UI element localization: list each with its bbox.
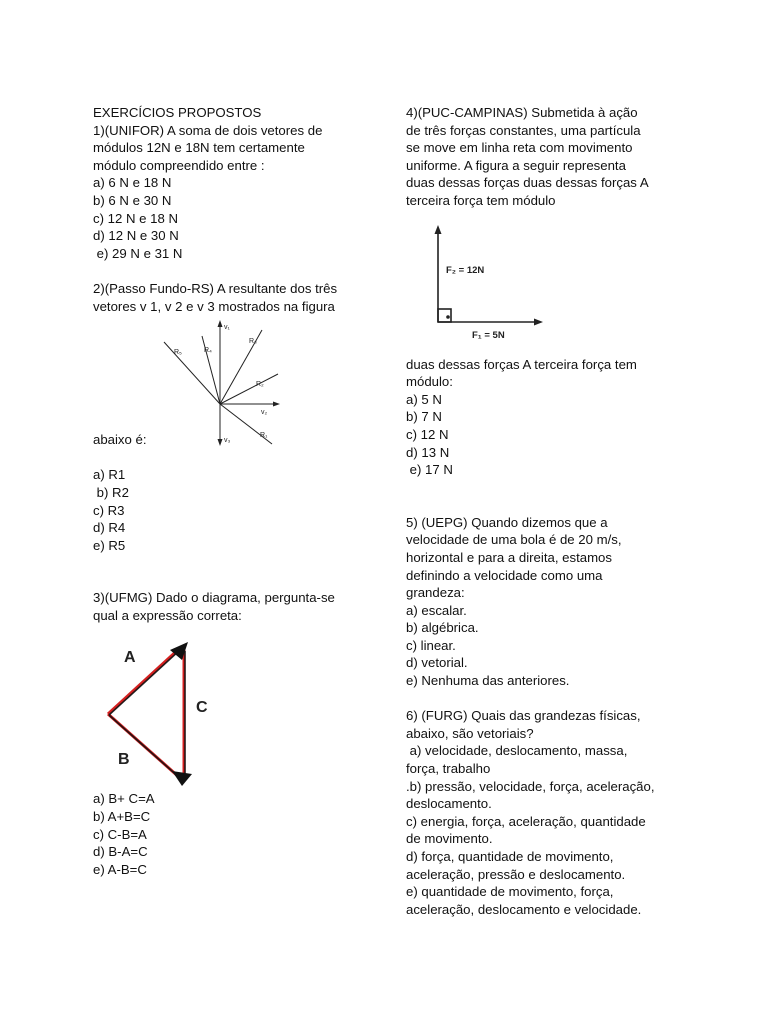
- question-3-stem-line: 3)(UFMG) Dado o diagrama, pergunta-se: [93, 590, 335, 606]
- question-1-stem-line: 1)(UNIFOR) A soma de dois vetores de: [93, 122, 323, 138]
- question-4-stem-line: se move em linha reta com movimento: [406, 140, 633, 156]
- label-v3: v₃: [224, 437, 231, 444]
- label-c: C: [196, 699, 208, 716]
- question-1-stem-line: módulo compreendido entre :: [93, 157, 265, 173]
- right-angle-marker: [438, 309, 451, 322]
- question-2-option-d: d) R4: [93, 520, 126, 536]
- label-b: B: [118, 751, 130, 768]
- question-6-option-e: e) quantidade de movimento, força,: [406, 884, 614, 900]
- question-6-option-c-cont: de movimento.: [406, 831, 493, 847]
- question-3-option-d: d) B-A=C: [93, 844, 148, 860]
- question-6-stem-line: 6) (FURG) Quais das grandezas físicas,: [406, 708, 641, 724]
- question-2-option-c: c) R3: [93, 502, 125, 518]
- question-6-option-a-cont: força, trabalho: [406, 761, 491, 777]
- question-2-stem-line: 2)(Passo Fundo-RS) A resultante dos três: [93, 280, 338, 296]
- question-6-option-d: d) força, quantidade de movimento,: [406, 849, 614, 864]
- question-6-option-e-cont: aceleração, deslocamento e velocidade.: [406, 901, 642, 917]
- question-3-stem-line: qual a expressão correta:: [93, 607, 242, 623]
- question-1: [93, 122, 388, 263]
- question-4-stem-line: uniforme. A figura a seguir representa: [406, 157, 626, 173]
- question-6-option-a: a) velocidade, deslocamento, massa,: [406, 743, 628, 759]
- question-4-option-a: a) 5 N: [406, 391, 442, 407]
- question-3-option-c: c) C-B=A: [93, 826, 147, 842]
- question-4-stem-line: duas dessas forças duas dessas forças A: [406, 175, 649, 191]
- question-1-option-e: e) 29 N e 31 N: [93, 245, 183, 261]
- question-3-option-b: b) A+B=C: [93, 809, 151, 825]
- question-5: [406, 514, 696, 690]
- question-1-stem-line: módulos 12N e 18N tem certamente: [93, 140, 305, 156]
- question-4-stem-line: terceira força tem módulo: [406, 192, 556, 208]
- question-5-option-a: a) escalar.: [406, 602, 467, 618]
- question-6-option-b-cont: deslocamento.: [406, 796, 492, 812]
- question-1-option-d: d) 12 N e 30 N: [93, 228, 179, 244]
- question-4-stem-line: de três forças constantes, uma partícula: [406, 122, 641, 138]
- question-1-option-b: b) 6 N e 30 N: [93, 192, 172, 208]
- question-2-option-e: e) R5: [93, 537, 126, 553]
- vector-b: [109, 715, 181, 779]
- question-2-option-b: b) R2: [93, 484, 129, 500]
- question-3-option-a: a) B+ C=A: [93, 791, 155, 807]
- label-a: A: [124, 649, 136, 666]
- vector-a: [109, 649, 181, 715]
- question-2-stem-line: vetores v 1, v 2 e v 3 mostrados na figura: [93, 298, 335, 314]
- question-6: [406, 707, 696, 918]
- label-f1: F₁ = 5N: [472, 330, 505, 341]
- label-r5: R₅: [174, 349, 182, 356]
- page-title: EXERCÍCIOS PROPOSTOS: [93, 105, 262, 120]
- vectors-figure: [150, 316, 300, 452]
- label-r4: R₄: [204, 347, 212, 354]
- question-5-stem-line: 5) (UEPG) Quando dizemos que a: [406, 514, 608, 530]
- question-6-option-b: .b) pressão, velocidade, força, aceleração,: [406, 778, 655, 794]
- question-4-stem-line: 4)(PUC-CAMPINAS) Submetida à ação: [406, 105, 638, 120]
- question-6-stem-line: abaixo, são vetoriais?: [406, 725, 534, 741]
- question-5-stem-line: horizontal e para a direita, estamos: [406, 549, 612, 565]
- label-r2: R₂: [256, 381, 264, 388]
- question-2-option-a: a) R1: [93, 467, 126, 483]
- question-1-option-c: c) 12 N e 18 N: [93, 210, 179, 226]
- label-r1: R₁: [260, 432, 268, 439]
- question-5-option-b: b) algébrica.: [406, 620, 479, 636]
- question-1-option-a: a) 6 N e 18 N: [93, 175, 172, 191]
- question-2-stem-end: abaixo é:: [93, 432, 147, 448]
- question-3-option-e: e) A-B=C: [93, 861, 147, 877]
- forces-figure: [418, 222, 552, 346]
- question-4-stem-line: duas dessas forças A terceira força tem: [406, 356, 637, 372]
- question-6-option-d-cont: aceleração, pressão e deslocamento.: [406, 866, 626, 882]
- question-4-option-c: c) 12 N: [406, 426, 449, 442]
- question-6-option-c: c) energia, força, aceleração, quantidade: [406, 813, 646, 829]
- question-4-option-e: e) 17 N: [406, 462, 453, 478]
- question-5-option-c: c) linear.: [406, 637, 456, 653]
- question-4-option-d: d) 13 N: [406, 444, 450, 460]
- question-5-option-d: d) vetorial.: [406, 655, 468, 671]
- question-5-stem-line: velocidade de uma bola é de 20 m/s,: [406, 532, 622, 548]
- question-5-stem-line: definindo a velocidade como uma: [406, 567, 603, 583]
- question-5-stem-line: grandeza:: [406, 585, 465, 601]
- label-v1: v₁: [224, 324, 230, 331]
- label-f2: F₂ = 12N: [446, 265, 485, 276]
- label-r3: R₃: [249, 338, 257, 345]
- triangle-figure: [100, 636, 230, 794]
- question-4-option-b: b) 7 N: [406, 409, 442, 425]
- question-4-stem-line: módulo:: [406, 374, 453, 390]
- question-5-option-e: e) Nenhuma das anteriores.: [406, 673, 570, 689]
- label-v2: v₂: [261, 409, 268, 416]
